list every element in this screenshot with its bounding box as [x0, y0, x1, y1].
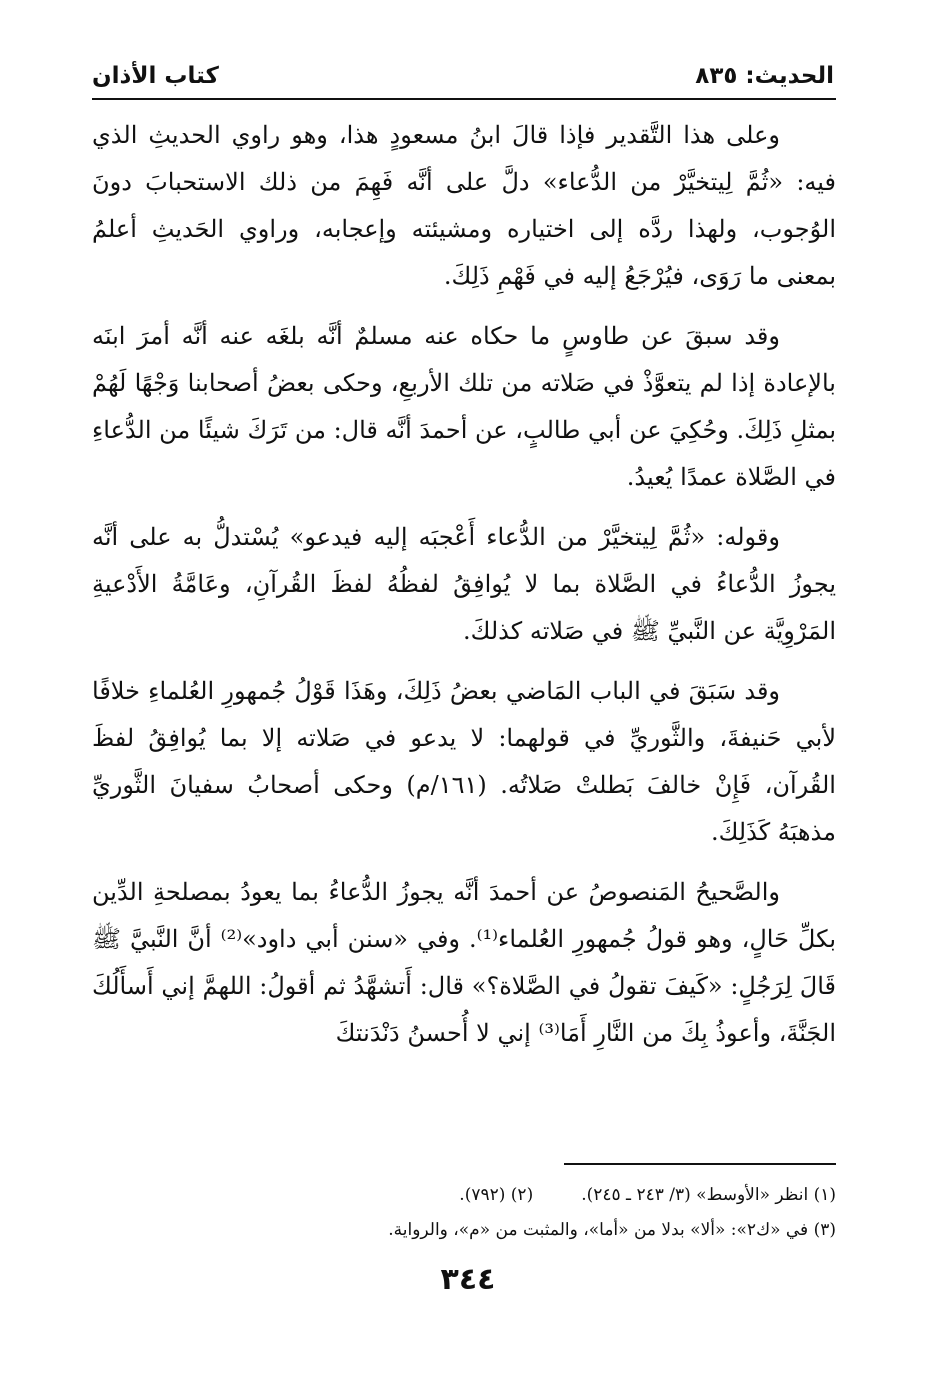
header-divider: [92, 98, 836, 100]
main-text: [92, 112, 836, 1070]
footnote-3: (٣) في «ك٢»: «ألا» بدلا من «أما»، والمثبت من «م»، والرواية.: [388, 1220, 836, 1240]
paragraph: وقد سبقَ عن طاوسٍ ما حكاه عنه مسلمٌ أنَّه بلغَه عنه أنَّه أمرَ ابنَه بالإعادة إذا لم يتعوَّذْ في صَلاته من تلك الأربعِ، وحكى بعضُ أصحابنا وَجْهًا لَهُمْ بمثلِ ذَلِكَ. وحُكِيَ عن أبي طالبٍ، عن أحمدَ أنَّه قال: من تَرَكَ شيئًا من الدُّعاءِ في الصَّلاة عمدًا يُعيدُ.: [92, 322, 836, 491]
footnote-line: [92, 1213, 836, 1248]
hadith-number: الحديث: ٨٣٥: [695, 63, 834, 89]
paragraph: وعلى هذا التَّقدير فإذا قالَ ابنُ مسعودٍ هذا، وهو راوي الحديثِ الذي فيه: «ثُمَّ لِيتخيَّرْ من الدُّعاء» دلَّ على أنَّه فَهِمَ من ذلك الاستحبابَ دونَ الوُجوب، ولهذا ردَّه إلى اختياره ومشيئته وإعجابه، وراوي الحَديثِ أعلمُ بمعنى ما رَوَى، فيُرْجَعُ إليه في فَهْمِ ذَلِكَ.: [92, 121, 836, 290]
paragraph: وقوله: «ثُمَّ لِيتخيَّرْ من الدُّعاء أَعْجبَه إليه فيدعو» يُسْتدلُّ به على أنَّه يجوزُ الدُّعاءُ في الصَّلاة بما لا يُوافِقُ لفظُهُ لفظَ القُرآنِ، وعَامَّةُ الأَدْعيةِ المَرْوِيَّة عن النَّبيِّ ﷺ في صَلاته كذلكَ.: [92, 523, 836, 645]
book-title: كتاب الأذان: [92, 63, 219, 89]
footnote-divider: [564, 1163, 836, 1165]
paragraph: والصَّحيحُ المَنصوصُ عن أحمدَ أنَّه يجوزُ الدُّعاءُ بما يعودُ بمصلحةِ الدِّين بكلِّ حَالٍ، وهو قولُ جُمهورِ العُلماء⁽¹⁾. وفي «سنن أبي داود»⁽²⁾ أنَّ النَّبيَّ ﷺ قَالَ لِرَجُلٍ: «كَيفَ تقولُ في الصَّلاة؟» قال: أَتشهَّدُ ثم أقولُ: اللهمَّ إني أَسأَلُكَ الجَنَّةَ، وأعوذُ بِكَ من النَّارِ أَمَا⁽³⁾ إني لا أُحسنُ دَنْدَنتكَ: [92, 878, 836, 1047]
page-number: ٣٤٤: [440, 1262, 496, 1297]
footnote-2: (٢) (٧٩٢).: [459, 1185, 534, 1205]
footnote-line: [92, 1178, 836, 1213]
page-header: [92, 56, 834, 96]
footnote-1: (١) انظر «الأوسط» (٣/ ٢٤٣ ـ ٢٤٥).: [581, 1185, 836, 1205]
footnotes: [92, 1178, 836, 1248]
paragraph: وقد سَبَقَ في الباب المَاضي بعضُ ذَلِكَ، وهَذَا قَوْلُ جُمهورِ العُلماءِ خلافًا لأبي حَنيفةَ، والثَّوريِّ في قولهما: لا يدعو في صَلاته إلا بما يُوافِقُ لفظَ القُرآن، فَإِنْ خالفَ بَطلتْ صَلاتُه. (١٦١/م) وحكى أصحابُ سفيانَ الثَّوريِّ مذهبَهُ كَذَلِكَ.: [92, 677, 836, 846]
